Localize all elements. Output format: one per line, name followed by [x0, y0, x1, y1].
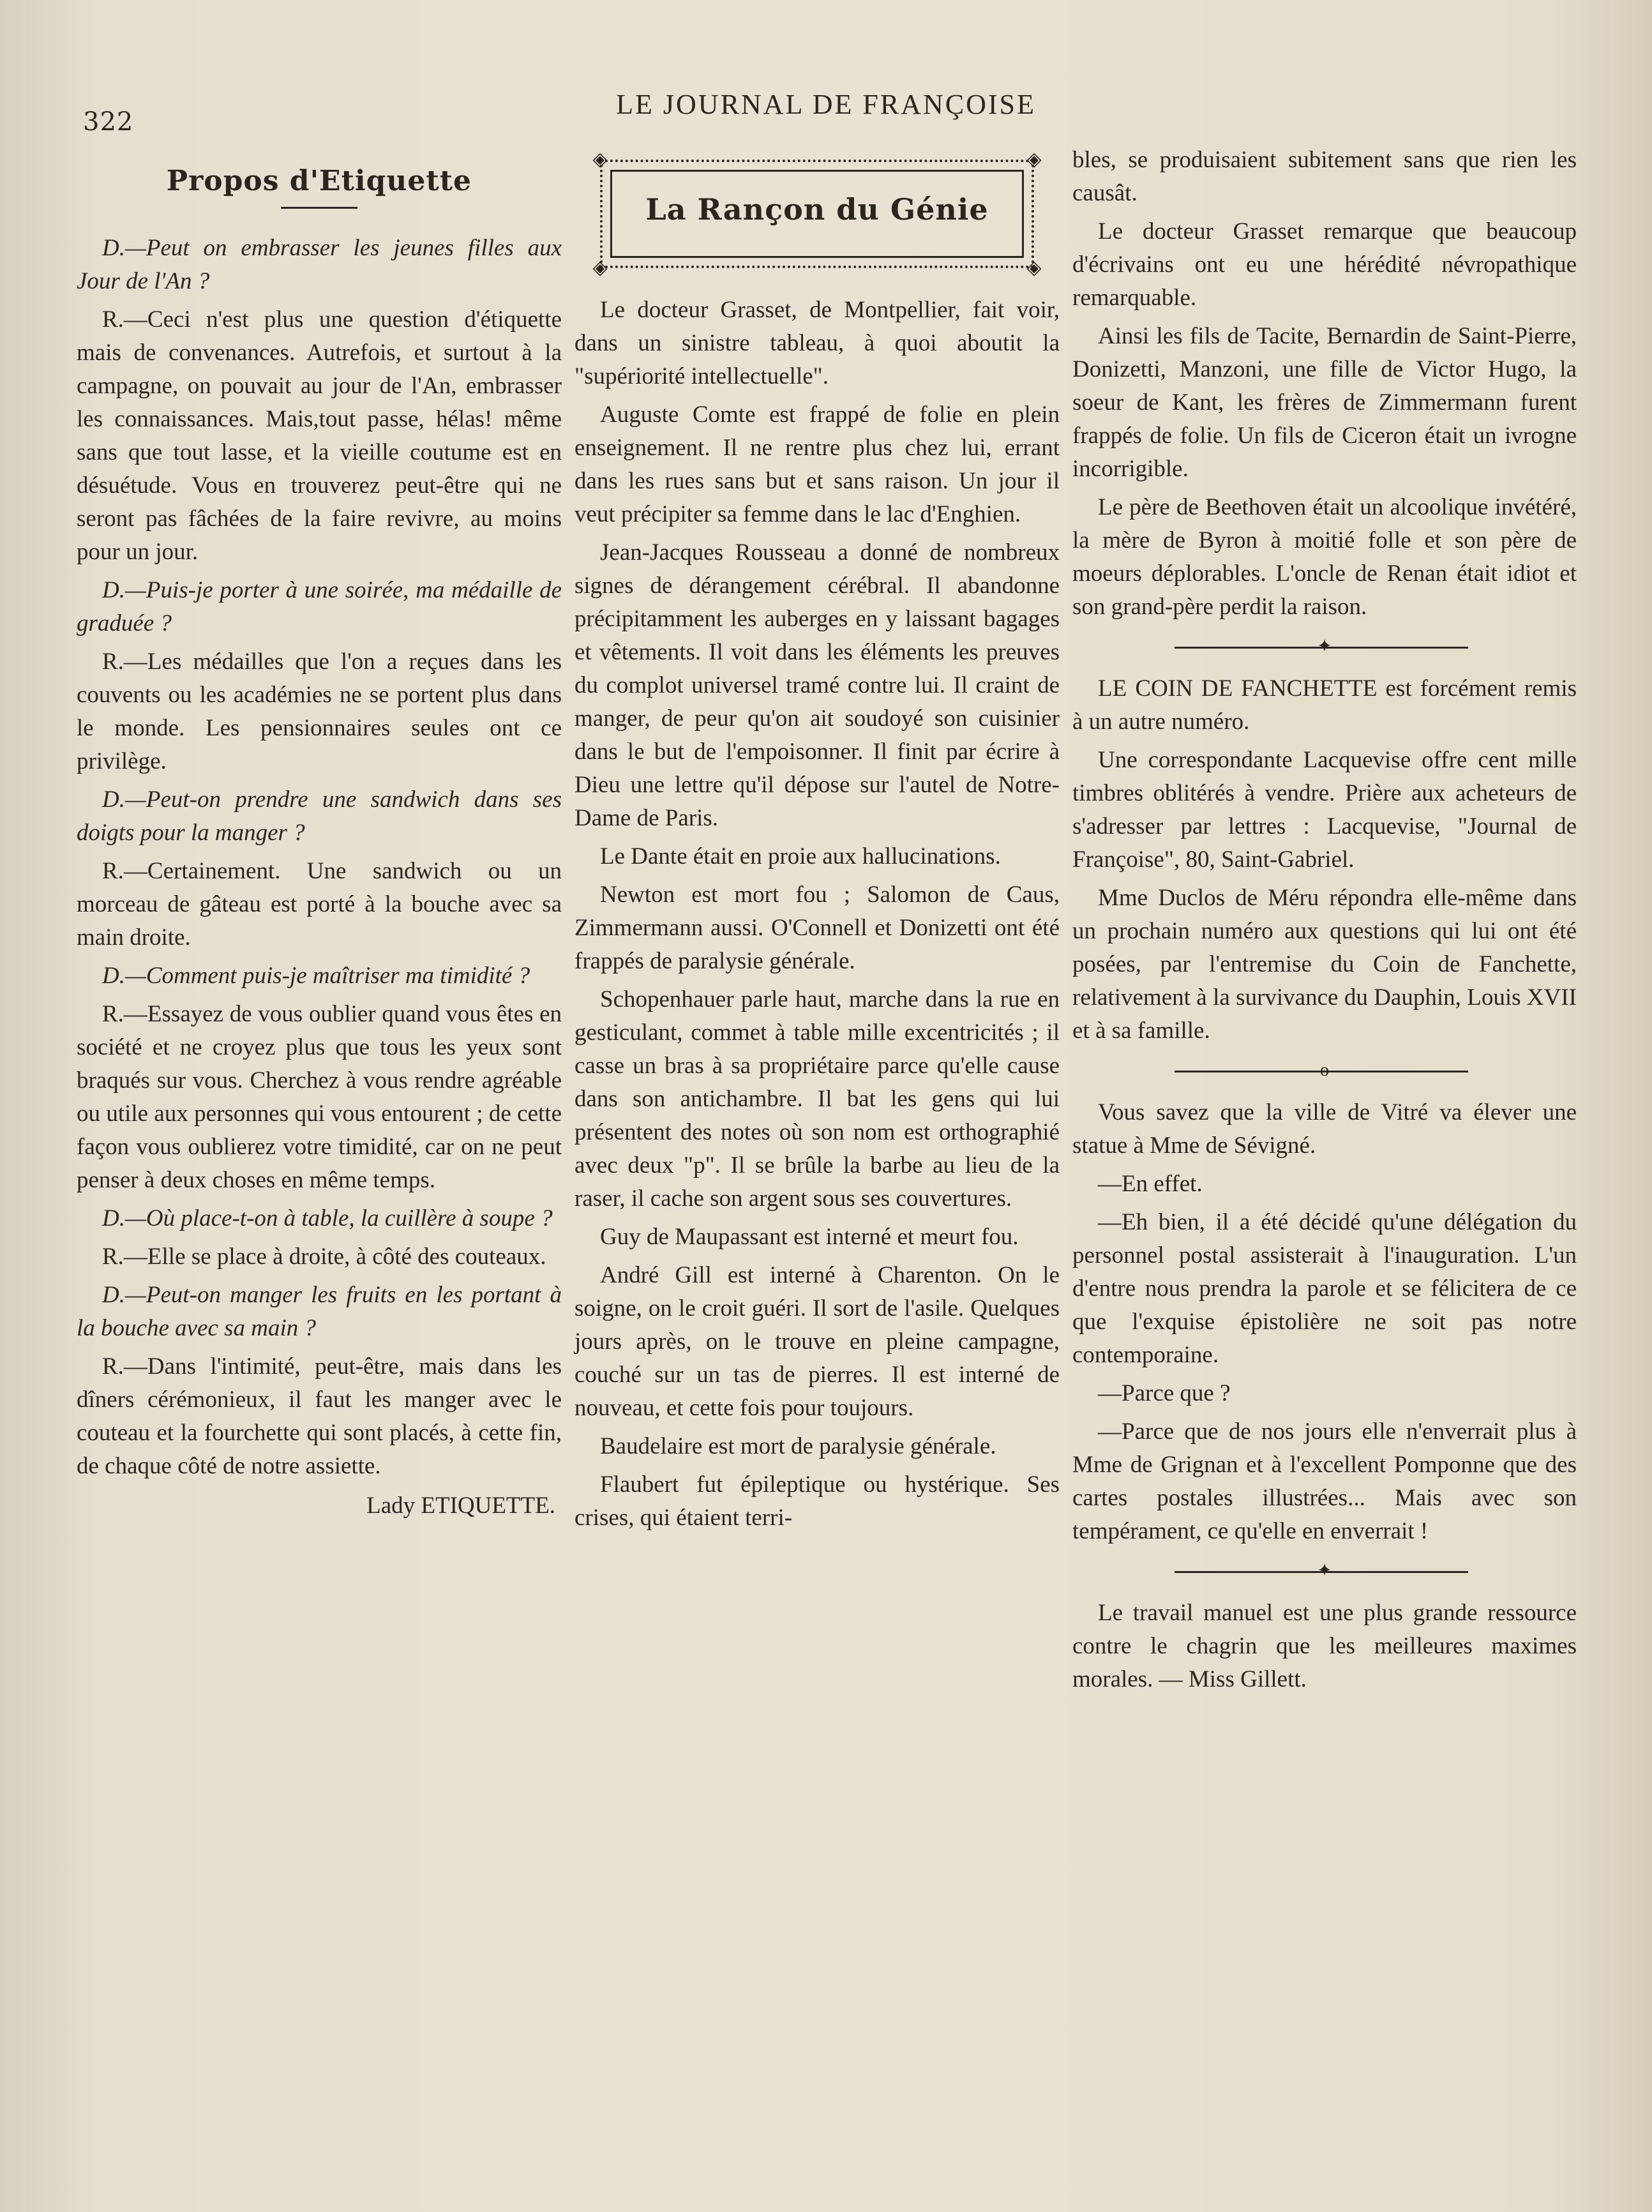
quote-paragraphs: [1072, 1597, 1577, 1696]
signature: Lady ETIQUETTE.: [366, 1493, 555, 1519]
diamond-ornament-icon: ◈: [592, 149, 608, 170]
continued-text: bles, se produisaient subitement sans que rien les causât.: [1072, 147, 1577, 206]
paragraph: Le travail manuel est une plus grande ressource contre le chagrin que les meilleures maximes morales. — Miss Gillett.: [1072, 1600, 1577, 1692]
paragraph: Le docteur Grasset, de Montpellier, fait voir, dans un sinistre tableau, à quoi aboutit la "supériorité intellectuelle".: [574, 297, 1060, 389]
section-divider: [1072, 1058, 1577, 1083]
question-paragraph: D.—Peut on embrasser les jeunes filles aux Jour de l'An ?: [77, 235, 562, 294]
paragraph: Guy de Maupassant est interné et meurt fou.: [600, 1224, 1019, 1250]
divider-ornament-icon: o: [1320, 1060, 1329, 1080]
paragraph: Flaubert fut épileptique ou hystérique. Ses crises, qui étaient terri-: [574, 1471, 1060, 1531]
journal-title: LE JOURNAL DE FRANÇOISE: [616, 89, 1036, 120]
paragraph: Mme Duclos de Méru répondra elle-même dans un prochain numéro aux questions qui lui ont été posées, par l'entremise du Coin de Fanchette, relativement à la survivance du Dauphin, Louis XVII et à sa famille.: [1072, 885, 1577, 1044]
page-header: [0, 82, 1652, 137]
answer-paragraph: R.—Certainement. Une sandwich ou un morceau de gâteau est porté à la bouche avec sa main droite.: [77, 858, 562, 951]
section-divider: [1072, 1558, 1577, 1584]
paragraph: Baudelaire est mort de paralysie générale.: [600, 1433, 996, 1459]
divider-ornament-icon: ✦: [1317, 636, 1332, 656]
rancon-paragraphs: [574, 294, 1060, 1535]
question-paragraph: D.—Puis-je porter à une soirée, ma médaille de graduée ?: [77, 577, 562, 636]
question-paragraph: D.—Peut-on manger les fruits en les portant à la bouche avec sa main ?: [77, 1282, 562, 1341]
etiquette-column: [77, 147, 562, 1528]
paragraph: Auguste Comte est frappé de folie en plein enseignement. Il ne rentre plus chez lui, errant dans les rues sans but et sans raison. Un jour il veut précipiter sa femme dans le lac d'Enghien.: [574, 402, 1060, 527]
etiquette-title: Propos d'Etiquette: [166, 165, 472, 197]
paragraph: Le Dante était en proie aux hallucinations.: [600, 843, 1001, 869]
notices-paragraphs: [1072, 672, 1577, 1048]
paragraph: Ainsi les fils de Tacite, Bernardin de Saint-Pierre, Donizetti, Manzoni, une fille de Victor Hugo, la soeur de Kant, les frères de Zimmermann furent frappés de folie. Un fils de Ciceron était un ivrogne incorrigible.: [1072, 323, 1577, 482]
answer-paragraph: R.—Ceci n'est plus une question d'étiquette mais de convenances. Autrefois, et surtout à la campagne, on pouvait au jour de l'An, embrasser les connaissances. Mais,tout passe, hélas! même sans que tout lasse, et la vieille coutume est en désuétude. Vous en trouverez peut-être qui ne seront pas fâchées de la faire revivre, au moins pour un jour.: [77, 306, 562, 565]
paragraph: Une correspondante Lacquevise offre cent mille timbres oblitérés à vendre. Prière aux acheteurs de s'adresser par lettres : Lacquevise, "Journal de Françoise", 80, Saint-Gabriel.: [1072, 747, 1577, 873]
etiquette-paragraphs: [77, 232, 562, 1483]
question-paragraph: D.—Peut-on prendre une sandwich dans ses doigts pour la manger ?: [77, 786, 562, 846]
paragraph: —Parce que de nos jours elle n'enverrait plus à Mme de Grignan et à l'excellent Pomponne que des cartes postales illustrées... Mais avec son tempérament, ce qu'elle en enverrait !: [1072, 1418, 1577, 1544]
answer-paragraph: R.—Essayez de vous oublier quand vous êtes en société et ne croyez plus que tous les yeux sont braqués sur vous. Cherchez à vous rendre agréable ou utile aux personnes qui vous entourent ; de cette façon vous oublierez votre timidité, car on ne peut penser à deux choses en même temps.: [77, 1001, 562, 1193]
paragraph: —Eh bien, il a été décidé qu'une délégation du personnel postal assisterait à l'inauguration. L'un d'entre nous prendra la parole et se félicitera de ce que l'exquise épistolière ne soit pas notre contemporaine.: [1072, 1209, 1577, 1368]
paragraph: Jean-Jacques Rousseau a donné de nombreux signes de dérangement cérébral. Il abandonne précipitamment les auberges en y laissant bagages et vêtements. Il voit dans les éléments les preuves du complot universel tramé contre lui. Il craint de manger, de peur qu'on ait soudoyé son cuisinier dans le but de l'empoisonner. Il finit par écrire à Dieu une lettre qu'il dépose sur l'autel de Notre-Dame de Paris.: [574, 539, 1060, 831]
paragraph: André Gill est interné à Charenton. On le soigne, on le croit guéri. Il sort de l'asile. Quelques jours après, on le trouve en pleine campagne, couché sur un tas de pierres. Il est interné de nouveau, et cette fois pour toujours.: [574, 1262, 1060, 1421]
answer-paragraph: R.—Dans l'intimité, peut-être, mais dans les dîners cérémonieux, il faut les manger avec le couteau et la fourchette qui sont placés, à cette fin, de chaque côté de notre assiette.: [77, 1353, 562, 1479]
question-paragraph: D.—Où place-t-on à table, la cuillère à soupe ?: [102, 1205, 553, 1231]
paragraph: —Parce que ?: [1098, 1380, 1231, 1406]
paragraph: Newton est mort fou ; Salomon de Caus, Zimmermann aussi. O'Connell et Donizetti ont été frappés de paralysie générale.: [574, 882, 1060, 974]
answer-paragraph: R.—Elle se place à droite, à côté des couteaux.: [102, 1244, 546, 1270]
paragraph: LE COIN DE FANCHETTE est forcément remis à un autre numéro.: [1072, 675, 1577, 735]
divider-ornament-icon: ✦: [1317, 1561, 1332, 1581]
rancon-title: La Rançon du Génie: [645, 192, 989, 227]
paragraph: Le docteur Grasset remarque que beaucoup d'écrivains ont eu une hérédité névropathique remarquable.: [1072, 218, 1577, 311]
vitre-anecdote-paragraphs: [1072, 1096, 1577, 1548]
paragraph: Vous savez que la ville de Vitré va élever une statue à Mme de Sévigné.: [1072, 1099, 1577, 1159]
diamond-ornament-icon: ◈: [1026, 257, 1042, 278]
title-frame: [587, 147, 1047, 281]
rancon-column: [574, 147, 1060, 1540]
paragraph: Schopenhauer parle haut, marche dans la rue en gesticulant, commet à table mille excentricités ; il casse un bras à sa propriétaire parce qu'elle cause dans son antichambre. Il bat les gens qui lui présentent des notes où son nom est orthographié avec deux "p". Il se brûle la barbe au lieu de la raser, il cache son argent sous ses couvertures.: [574, 986, 1060, 1212]
question-paragraph: D.—Comment puis-je maîtriser ma timidité ?: [102, 963, 530, 989]
paragraph: Le père de Beethoven était un alcoolique invétéré, la mère de Byron à moitié folle et son père de moeurs déplorables. L'oncle de Renan était idiot et son grand-père perdit la raison.: [1072, 494, 1577, 620]
title-rule: [281, 207, 357, 209]
diamond-ornament-icon: ◈: [592, 257, 608, 278]
section-divider: [1072, 634, 1577, 659]
page-number: 322: [83, 107, 134, 137]
diamond-ornament-icon: ◈: [1026, 149, 1042, 170]
heredity-paragraphs: [1072, 215, 1577, 624]
answer-paragraph: R.—Les médailles que l'on a reçues dans les couvents ou les académies ne se portent plus dans le monde. Les pensionnaires seules ont ce privilège.: [77, 649, 562, 774]
miscellany-column: [1072, 144, 1577, 1701]
paragraph: —En effet.: [1098, 1171, 1203, 1197]
